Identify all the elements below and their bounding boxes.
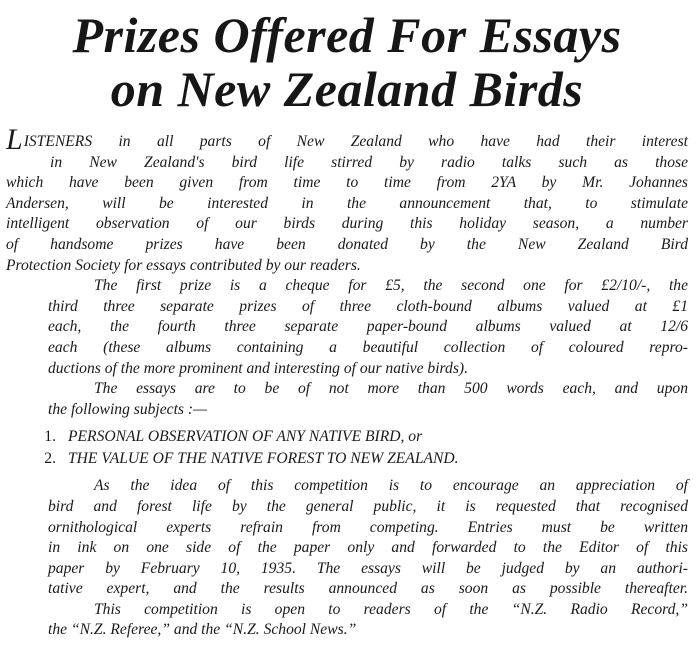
intro-line: ISTENERS in all parts of New Zealand who have had their interest — [23, 133, 688, 150]
article-body — [6, 123, 688, 641]
rules-line: in ink on one side of the paper only and forwarded to the Editor of this — [48, 539, 688, 557]
subject-text: PERSONAL OBSERVATION OF ANY NATIVE BIRD, or — [68, 428, 423, 446]
rules-line: tative expert, and the results announced as soon as possible thereafter. — [48, 580, 688, 598]
headline-line-2: on New Zealand Birds — [110, 61, 584, 117]
eligibility-line: This competition is open to readers of the “N.Z. Radio Record,” — [94, 600, 688, 618]
eligibility-line: the “N.Z. Referee,” and the “N.Z. School News.” — [48, 621, 357, 639]
intro-line: Andersen, will be interested in the announcement that, to stimulate — [6, 194, 688, 212]
prizes-paragraph — [6, 276, 688, 379]
rules-line: As the idea of this competition is to encourage an appreciation of — [94, 477, 688, 495]
rules-line: bird and forest life by the general public, it is requested that recognised — [48, 497, 688, 515]
prizes-line: The first prize is a cheque for £5, the second one for £2/10/-, the — [94, 277, 688, 295]
prizes-line: each (these albums containing a beautiful collection of coloured repro- — [48, 338, 688, 356]
intro-line: intelligent observation of our birds during this holiday season, a number — [6, 215, 688, 233]
intro-line: in New Zealand's bird life stirred by radio talks such as those — [50, 153, 688, 171]
subject-item — [6, 426, 688, 448]
subject-item — [6, 448, 688, 470]
prizes-line: ductions of the more prominent and interesting of our native birds). — [48, 359, 468, 377]
drop-cap: L — [6, 123, 23, 156]
subjects-intro-line: The essays are to be of not more than 500 words each, and upon — [94, 380, 688, 398]
headline-line-1: Prizes Offered For Essays — [72, 7, 622, 63]
rules-line: paper by February 10, 1935. The essays will be judged by an authori- — [48, 559, 688, 577]
headline — [6, 0, 688, 116]
intro-line: of handsome prizes have been donated by the New Zealand Bird — [6, 235, 688, 253]
subject-number: 1. — [44, 428, 56, 446]
subjects-intro-line: the following subjects :— — [48, 400, 207, 418]
subject-text: THE VALUE OF THE NATIVE FOREST TO NEW ZEALAND. — [68, 450, 459, 468]
prizes-line: each, the fourth three separate paper-bound albums valued at 12/6 — [48, 318, 688, 336]
intro-line: which have been given from time to time from 2YA by Mr. Johannes — [6, 174, 688, 192]
subjects-list — [6, 426, 688, 470]
intro-line: Protection Society for essays contributed by our readers. — [6, 256, 361, 274]
eligibility-paragraph — [6, 600, 688, 641]
prizes-line: third three separate prizes of three cloth-bound albums valued at £1 — [48, 297, 688, 315]
rules-paragraph — [6, 476, 688, 600]
subject-number: 2. — [44, 450, 56, 468]
subjects-intro-paragraph — [6, 379, 688, 420]
rules-line: ornithological experts refrain from competing. Entries must be written — [48, 518, 688, 536]
intro-paragraph — [6, 123, 688, 276]
